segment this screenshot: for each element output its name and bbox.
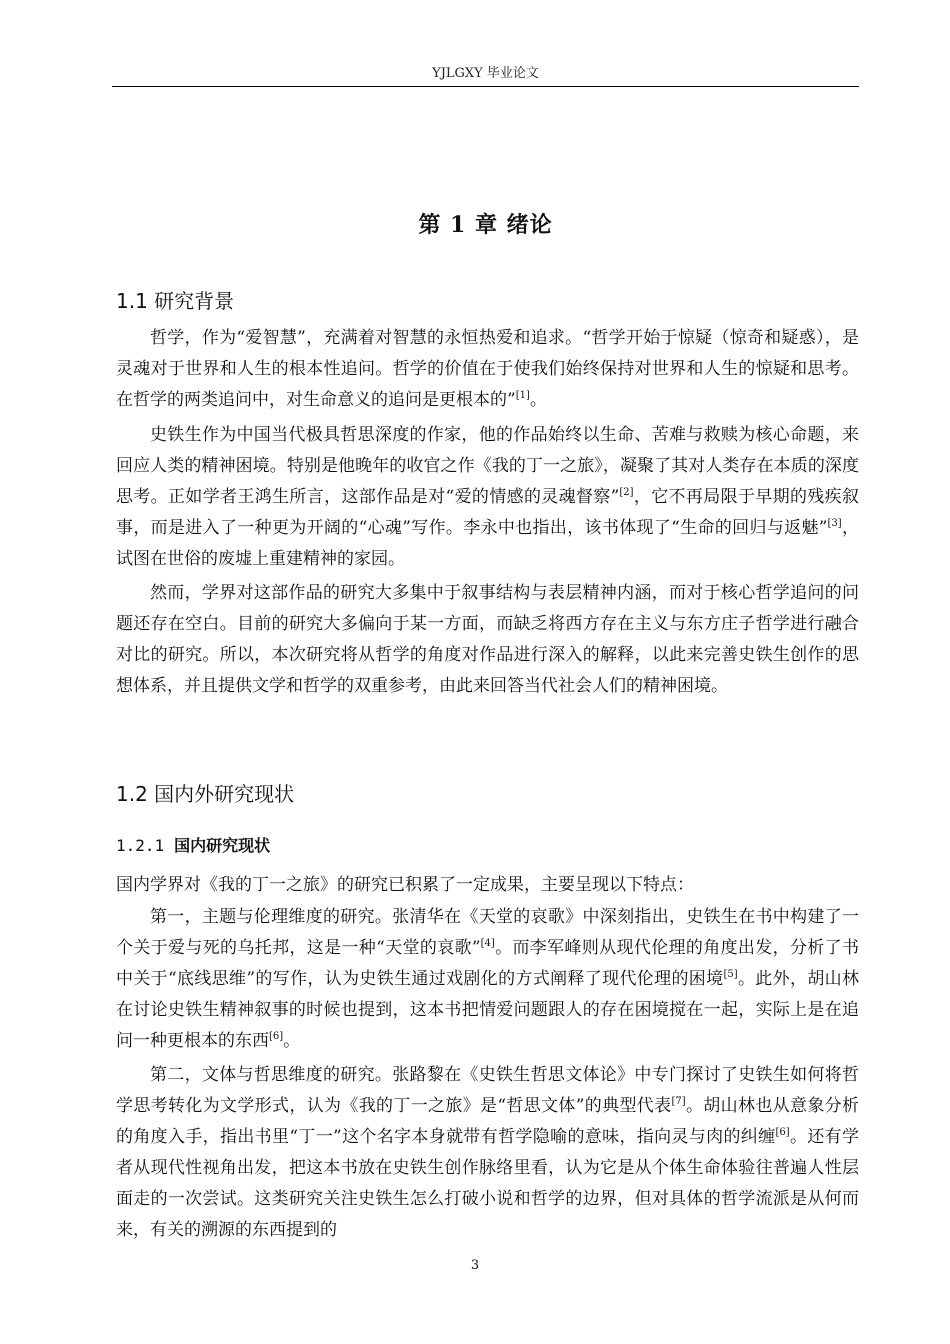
paragraph-text: 哲学，作为“爱智慧”，充满着对智慧的永恒热爱和追求。“哲学开始于惊疑（惊奇和疑惑），是灵魂对于世界和人生的根本性追问。哲学的价值在于使我们始终保持对世界和人生的惊疑和思考。在哲学的两类追问中，对生命意义的追问是更根本的” [116, 328, 859, 410]
paragraph-text: 。此外，胡山林在讨论史铁生精神叙事的时候也提到，这本书把情爱问题跟人的存在困境搅在一起，实际上是在追问一种更根本的东西 [116, 969, 859, 1051]
paragraph-text: ，试图在世俗的废墟上重建精神的家园。 [116, 518, 859, 569]
citation-ref: [4] [480, 938, 495, 949]
citation-ref: [6] [775, 1127, 790, 1138]
paragraph-text: 。而李军峰则从现代伦理的角度出发，分析了书中关于“底线思维”的写作，认为史铁生通过戏剧化的方式阐释了现代伦理的困境 [116, 938, 859, 989]
section-heading-background: 1.1 研究背景 [116, 289, 235, 313]
paragraph-text: 。还有学者从现代性视角出发，把这本书放在史铁生创作脉络里看，认为它是从个体生命体验往普遍人性层面走的一次尝试。这类研究关注史铁生怎么打破小说和哲学的边界，但对具体的哲学流派是从何而来，有关的溯源的东西提到的 [116, 1127, 859, 1240]
paragraph-background-1 [116, 323, 859, 416]
paragraph-text: 。 [283, 1031, 301, 1051]
header-divider [112, 86, 859, 87]
citation-ref: [7] [671, 1096, 686, 1107]
paragraph-text: 第二，文体与哲思维度的研究。张路黎在《史铁生哲思文体论》中专门探讨了史铁生如何将哲学思考转化为文学形式，认为《我的丁一之旅》是“哲思文体”的典型代表 [116, 1065, 859, 1116]
chapter-title: 第 1 章 绪论 [418, 212, 553, 238]
paragraph-domestic-theme [116, 902, 859, 1057]
subsection-number: 1.2.1 [116, 836, 165, 855]
paragraph-domestic-intro: 国内学界对《我的丁一之旅》的研究已积累了一定成果，主要呈现以下特点： [116, 875, 694, 895]
citation-ref: [6] [269, 1031, 284, 1042]
citation-ref: [3] [827, 518, 842, 529]
paragraph-background-3: 然而，学界对这部作品的研究大多集中于叙事结构与表层精神内涵，而对于核心哲学追问的问题还存在空白。目前的研究大多偏向于某一方面，而缺乏将西方存在主义与东方庄子哲学进行融合对比的研究。所以，本次研究将从哲学的角度对作品进行深入的解释，以此来完善史铁生创作的思想体系，并且提供文学和哲学的双重参考，由此来回答当代社会人们的精神困境。 [116, 583, 859, 696]
section-heading-research-status: 1.2 国内外研究现状 [116, 782, 295, 806]
paragraph-text: 第一，主题与伦理维度的研究。张清华在《天堂的哀歌》中深刻指出，史铁生在书中构建了一个关于爱与死的乌托邦，这是一种“天堂的哀歌” [116, 907, 859, 958]
subsection-title: 国内研究现状 [174, 836, 271, 855]
paragraph-text: 。 [529, 390, 547, 410]
subsection-heading [116, 833, 270, 856]
citation-ref: [1] [515, 390, 530, 401]
page-number: 3 [470, 1258, 480, 1273]
paragraph-domestic-style [116, 1060, 859, 1246]
paragraph-text: ，它不再局限于早期的残疾叙事，而是进入了一种更为开阔的“心魂”写作。李永中也指出，该书体现了“生命的回归与返魅” [116, 487, 859, 538]
paragraph-background-2 [116, 420, 859, 575]
paragraph-text: 。胡山林也从意象分析的角度入手，指出书里“丁一”这个名字本身就带有哲学隐喻的意味，指向灵与肉的纠缠 [116, 1096, 859, 1147]
page-header: YJLGXY 毕业论文 [432, 66, 539, 81]
paragraph-text: 史铁生作为中国当代极具哲思深度的作家，他的作品始终以生命、苦难与救赎为核心命题，来回应人类的精神困境。特别是他晚年的收官之作《我的丁一之旅》，凝聚了其对人类存在本质的深度思考。正如学者王鸿生所言，这部作品是对“爱的情感的灵魂督察” [116, 425, 859, 507]
citation-ref: [2] [619, 487, 634, 498]
citation-ref: [5] [723, 969, 738, 980]
